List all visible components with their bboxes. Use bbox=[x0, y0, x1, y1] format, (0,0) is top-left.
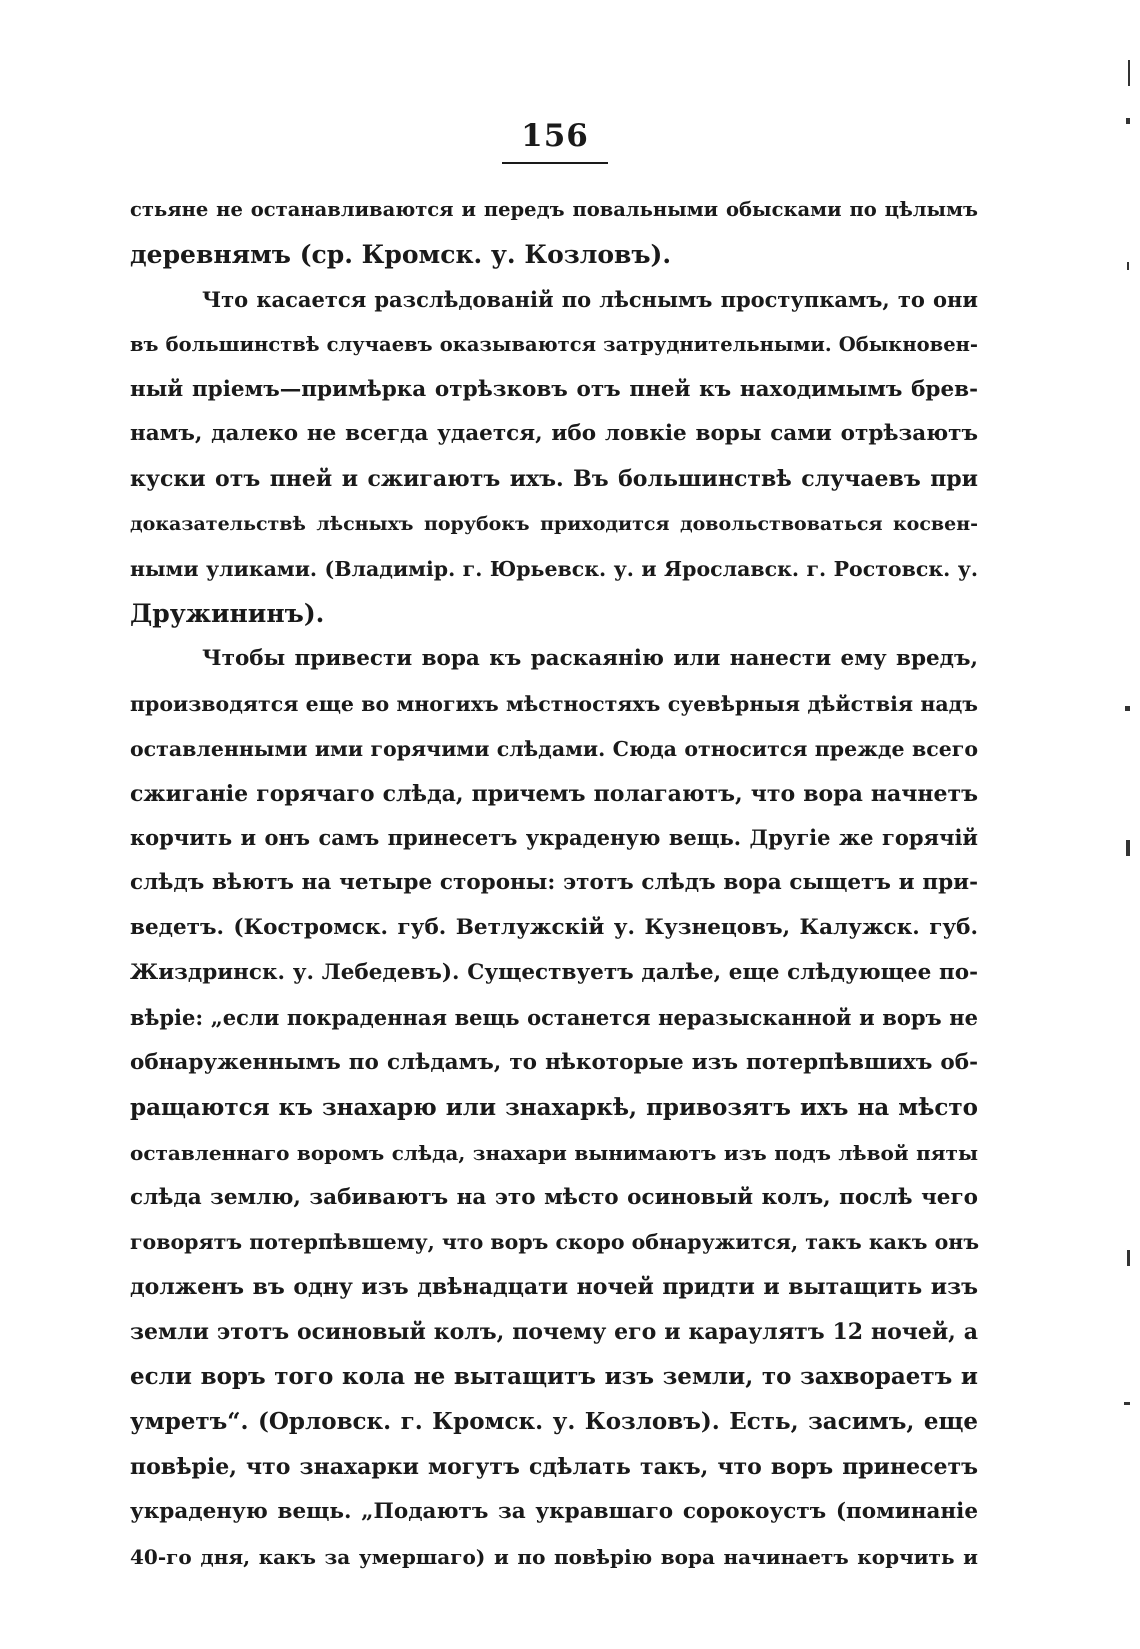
text-line: украденую вещь. „Подаютъ за укравшаго сорокоустъ (поминаніе bbox=[130, 1498, 978, 1524]
text-line: куски отъ пней и сжигаютъ ихъ. Въ большинствѣ случаевъ при bbox=[130, 466, 978, 493]
text-line: вѣріе: „если покраденная вещь останется неразысканной и воръ не bbox=[130, 1005, 978, 1031]
margin-speck bbox=[1124, 1402, 1130, 1405]
page-number: 156 bbox=[521, 118, 589, 154]
text-line: ными уликами. (Владимір. г. Юрьевск. у. и Ярославск. г. Ростовск. у. bbox=[130, 557, 978, 582]
margin-speck bbox=[1127, 262, 1129, 270]
margin-speck bbox=[1125, 706, 1130, 711]
text-line: доказательствѣ лѣсныхъ порубокъ приходится довольствоваться косвен- bbox=[130, 513, 978, 536]
text-line: производятся еще во многихъ мѣстностяхъ суевѣрныя дѣйствія надъ bbox=[130, 691, 978, 716]
text-line: оставленнаго воромъ слѣда, знахари вынимаютъ изъ подъ лѣвой пяты bbox=[130, 1140, 978, 1165]
text-line: сжиганіе горячаго слѣда, причемъ полагаютъ, что вора начнетъ bbox=[130, 780, 978, 807]
text-line: земли этотъ осиновый колъ, почему его и караулятъ 12 ночей, а bbox=[130, 1319, 978, 1346]
text-line: повѣріе, что знахарки могутъ сдѣлать такъ, что воръ принесетъ bbox=[130, 1453, 978, 1480]
text-line: намъ, далеко не всегда удается, ибо ловкіе воры сами отрѣзаютъ bbox=[130, 421, 978, 447]
text-line: корчить и онъ самъ принесетъ украденую вещь. Другіе же горячій bbox=[130, 825, 978, 851]
text-line: Дружининъ). bbox=[130, 599, 325, 629]
text-line: 40-го дня, какъ за умершаго) и по повѣрію вора начинаетъ корчить и bbox=[130, 1544, 978, 1569]
margin-speck bbox=[1126, 118, 1130, 124]
text-line: слѣдъ вѣютъ на четыре стороны: этотъ слѣдъ вора сыщетъ и при- bbox=[130, 870, 978, 896]
header-rule bbox=[502, 162, 608, 164]
text-line: обнаруженнымъ по слѣдамъ, то нѣкоторые изъ потерпѣвшихъ об- bbox=[130, 1049, 978, 1075]
margin-speck bbox=[1127, 1250, 1130, 1266]
text-line: въ большинствѣ случаевъ оказываются затруднительными. Обыкновен- bbox=[130, 332, 978, 356]
text-line: Чтобы привести вора къ раскаянію или нанести ему вредъ, bbox=[202, 645, 978, 671]
text-line: стьяне не останавливаются и передъ повальными обысками по цѣлымъ bbox=[130, 198, 978, 221]
text-line: оставленными ими горячими слѣдами. Сюда относится прежде всего bbox=[130, 736, 978, 761]
text-line: Что касается разслѣдованій по лѣснымъ проступкамъ, то они bbox=[202, 286, 978, 312]
text-line: ный пріемъ—примѣрка отрѣзковъ отъ пней къ находимымъ брев- bbox=[130, 376, 978, 402]
margin-speck bbox=[1126, 840, 1130, 856]
text-line: ращаются къ знахарю или знахаркѣ, привозятъ ихъ на мѣсто bbox=[130, 1093, 978, 1121]
text-line: слѣда землю, забиваютъ на это мѣсто осиновый колъ, послѣ чего bbox=[130, 1184, 978, 1210]
body-text bbox=[130, 188, 978, 1580]
text-line: ведетъ. (Костромск. губ. Ветлужскій у. Кузнецовъ, Калужск. губ. bbox=[130, 915, 978, 941]
text-line: если воръ того кола не вытащитъ изъ земли, то захвораетъ и bbox=[130, 1363, 978, 1391]
text-line: говорятъ потерпѣвшему, что воръ скоро обнаружится, такъ какъ онъ bbox=[130, 1230, 980, 1255]
text-line: умретъ“. (Орловск. г. Кромск. у. Козловъ). Есть, засимъ, еще bbox=[130, 1408, 978, 1436]
text-line: деревнямъ (ср. Кромск. у. Козловъ). bbox=[130, 239, 672, 269]
margin-speck bbox=[1128, 60, 1130, 86]
text-line: долженъ въ одну изъ двѣнадцати ночей придти и вытащить изъ bbox=[130, 1274, 978, 1301]
text-line: Жиздринск. у. Лебедевъ). Существуетъ далѣе, еще слѣдующее по- bbox=[130, 960, 978, 986]
